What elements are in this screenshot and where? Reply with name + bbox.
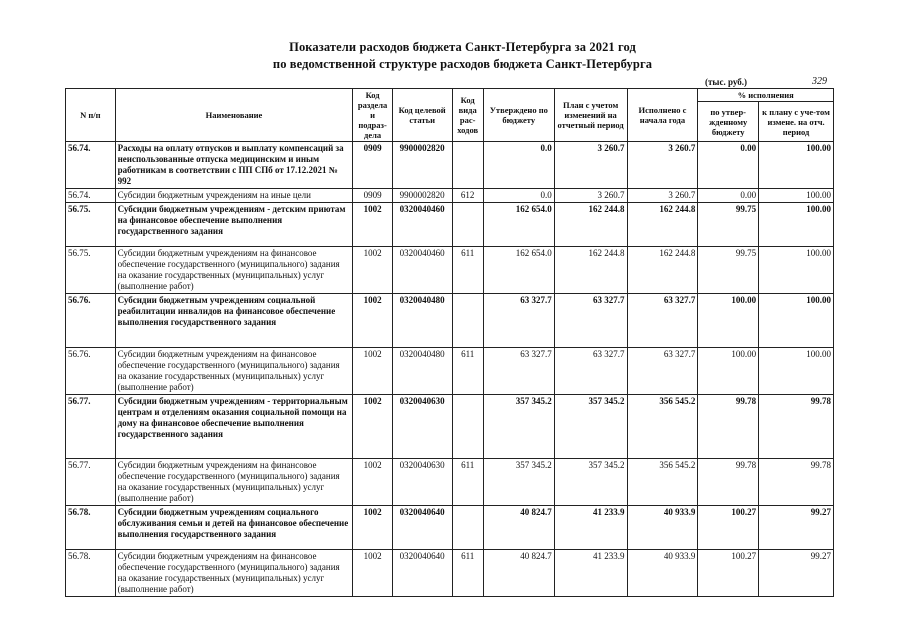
table-row <box>66 142 834 189</box>
row-vr-code: 611 <box>452 348 483 395</box>
row-name: Субсидии бюджетным учреждениям - территориальным центрам и отделениям оказания социальной помощи на дому на финансовое обеспечение выполнения государственного задания <box>115 395 353 459</box>
row-razdel-code: 0909 <box>353 142 392 189</box>
row-executed: 63 327.7 <box>627 294 698 348</box>
row-razdel-code: 1002 <box>353 506 392 550</box>
row-csr-code: 0320040460 <box>392 247 452 294</box>
row-plan: 357 345.2 <box>554 459 627 506</box>
row-plan: 63 327.7 <box>554 348 627 395</box>
row-approved: 0.0 <box>483 142 554 189</box>
row-plan: 41 233.9 <box>554 550 627 597</box>
row-executed: 162 244.8 <box>627 247 698 294</box>
row-plan: 162 244.8 <box>554 247 627 294</box>
row-pct-approved: 100.00 <box>698 348 759 395</box>
row-number: 56.76. <box>66 348 116 395</box>
row-csr-code: 0320040630 <box>392 395 452 459</box>
row-razdel-code: 1002 <box>353 459 392 506</box>
row-pct-plan: 99.78 <box>759 459 834 506</box>
row-plan: 162 244.8 <box>554 203 627 247</box>
row-vr-code: 612 <box>452 189 483 203</box>
row-pct-plan: 100.00 <box>759 348 834 395</box>
row-number: 56.74. <box>66 189 116 203</box>
row-pct-approved: 99.78 <box>698 459 759 506</box>
document-title-line-1: Показатели расходов бюджета Санкт-Петербурга за 2021 год <box>289 40 636 54</box>
table-row <box>66 247 834 294</box>
expenditure-table <box>65 88 834 597</box>
row-approved: 0.0 <box>483 189 554 203</box>
table-row <box>66 348 834 395</box>
row-approved: 162 654.0 <box>483 247 554 294</box>
row-pct-approved: 99.75 <box>698 203 759 247</box>
table-row <box>66 459 834 506</box>
header-name: Наименование <box>115 89 353 142</box>
row-plan: 3 260.7 <box>554 142 627 189</box>
row-vr-code: 611 <box>452 550 483 597</box>
row-plan: 63 327.7 <box>554 294 627 348</box>
row-pct-approved: 100.27 <box>698 550 759 597</box>
table-row <box>66 506 834 550</box>
row-vr-code <box>452 506 483 550</box>
row-pct-plan: 99.27 <box>759 506 834 550</box>
row-csr-code: 0320040460 <box>392 203 452 247</box>
table-row <box>66 550 834 597</box>
row-number: 56.78. <box>66 550 116 597</box>
row-vr-code <box>452 294 483 348</box>
row-approved: 63 327.7 <box>483 348 554 395</box>
row-executed: 3 260.7 <box>627 189 698 203</box>
row-pct-approved: 99.75 <box>698 247 759 294</box>
row-name: Субсидии бюджетным учреждениям на иные цели <box>115 189 353 203</box>
row-executed: 356 545.2 <box>627 459 698 506</box>
row-plan: 357 345.2 <box>554 395 627 459</box>
row-name: Расходы на оплату отпусков и выплату компенсаций за неиспользованные отпуска медицинским и иным работникам в соответствии с ПП СПб от 17.12.2021 № 992 <box>115 142 353 189</box>
header-executed: Исполнено с начала года <box>627 89 698 142</box>
row-csr-code: 0320040480 <box>392 348 452 395</box>
row-pct-plan: 100.00 <box>759 203 834 247</box>
row-csr-code: 0320040630 <box>392 459 452 506</box>
row-pct-plan: 99.27 <box>759 550 834 597</box>
row-approved: 357 345.2 <box>483 459 554 506</box>
header-pct-group: % исполнения <box>698 89 834 102</box>
row-approved: 40 824.7 <box>483 550 554 597</box>
header-pct-plan: к плану с уче-том измене. на отч. период <box>759 102 834 142</box>
table-row <box>66 203 834 247</box>
row-name: Субсидии бюджетным учреждениям на финансовое обеспечение государственного (муниципального) задания на оказание государственных (муниципальных) услуг (выполнение работ) <box>115 550 353 597</box>
row-pct-approved: 0.00 <box>698 189 759 203</box>
table-row <box>66 294 834 348</box>
row-pct-approved: 100.00 <box>698 294 759 348</box>
header-vr: Код вида рас-ходов <box>452 89 483 142</box>
row-plan: 3 260.7 <box>554 189 627 203</box>
row-pct-approved: 99.78 <box>698 395 759 459</box>
row-pct-approved: 100.27 <box>698 506 759 550</box>
table-row <box>66 395 834 459</box>
row-number: 56.78. <box>66 506 116 550</box>
row-csr-code: 9900002820 <box>392 189 452 203</box>
row-executed: 356 545.2 <box>627 395 698 459</box>
row-approved: 40 824.7 <box>483 506 554 550</box>
row-razdel-code: 1002 <box>353 247 392 294</box>
row-name: Субсидии бюджетным учреждениям на финансовое обеспечение государственного (муниципального) задания на оказание государственных (муниципальных) услуг (выполнение работ) <box>115 247 353 294</box>
row-name: Субсидии бюджетным учреждениям социальной реабилитации инвалидов на финансовое обеспечение выполнения государственного задания <box>115 294 353 348</box>
row-number: 56.76. <box>66 294 116 348</box>
row-razdel-code: 1002 <box>353 550 392 597</box>
header-csr: Код целевой статьи <box>392 89 452 142</box>
header-razdel: Код раздела и подраз-дела <box>353 89 392 142</box>
row-razdel-code: 1002 <box>353 203 392 247</box>
row-razdel-code: 1002 <box>353 395 392 459</box>
header-approved: Утверждено по бюджету <box>483 89 554 142</box>
row-csr-code: 9900002820 <box>392 142 452 189</box>
row-vr-code <box>452 395 483 459</box>
row-csr-code: 0320040640 <box>392 506 452 550</box>
header-pct-approved: по утвер-жденному бюджету <box>698 102 759 142</box>
row-number: 56.74. <box>66 142 116 189</box>
row-number: 56.77. <box>66 459 116 506</box>
row-executed: 40 933.9 <box>627 506 698 550</box>
row-pct-plan: 100.00 <box>759 294 834 348</box>
row-name: Субсидии бюджетным учреждениям на финансовое обеспечение государственного (муниципального) задания на оказание государственных (муниципальных) услуг (выполнение работ) <box>115 348 353 395</box>
row-razdel-code: 1002 <box>353 294 392 348</box>
row-executed: 3 260.7 <box>627 142 698 189</box>
row-executed: 40 933.9 <box>627 550 698 597</box>
table-row <box>66 189 834 203</box>
row-csr-code: 0320040640 <box>392 550 452 597</box>
row-pct-plan: 99.78 <box>759 395 834 459</box>
row-razdel-code: 1002 <box>353 348 392 395</box>
row-approved: 357 345.2 <box>483 395 554 459</box>
row-plan: 41 233.9 <box>554 506 627 550</box>
header-plan: План с учетом изменений на отчетный период <box>554 89 627 142</box>
row-vr-code: 611 <box>452 459 483 506</box>
row-pct-plan: 100.00 <box>759 142 834 189</box>
row-executed: 162 244.8 <box>627 203 698 247</box>
row-approved: 63 327.7 <box>483 294 554 348</box>
row-csr-code: 0320040480 <box>392 294 452 348</box>
row-name: Субсидии бюджетным учреждениям - детским приютам на финансовое обеспечение выполнения государственного задания <box>115 203 353 247</box>
row-razdel-code: 0909 <box>353 189 392 203</box>
row-approved: 162 654.0 <box>483 203 554 247</box>
row-name: Субсидии бюджетным учреждениям на финансовое обеспечение государственного (муниципального) задания на оказание государственных (муниципальных) услуг (выполнение работ) <box>115 459 353 506</box>
row-pct-approved: 0.00 <box>698 142 759 189</box>
row-pct-plan: 100.00 <box>759 189 834 203</box>
row-vr-code <box>452 142 483 189</box>
row-pct-plan: 100.00 <box>759 247 834 294</box>
page-number: 329 <box>812 76 827 87</box>
header-num: N п/п <box>66 89 116 142</box>
row-number: 56.75. <box>66 247 116 294</box>
row-number: 56.75. <box>66 203 116 247</box>
row-vr-code <box>452 203 483 247</box>
row-vr-code: 611 <box>452 247 483 294</box>
units-label: (тыс. руб.) <box>705 77 747 87</box>
row-executed: 63 327.7 <box>627 348 698 395</box>
document-title-line-2: по ведомственной структуре расходов бюджета Санкт-Петербурга <box>272 57 653 71</box>
row-name: Субсидии бюджетным учреждениям социального обслуживания семьи и детей на финансовое обеспечение выполнения государственного задания <box>115 506 353 550</box>
row-number: 56.77. <box>66 395 116 459</box>
